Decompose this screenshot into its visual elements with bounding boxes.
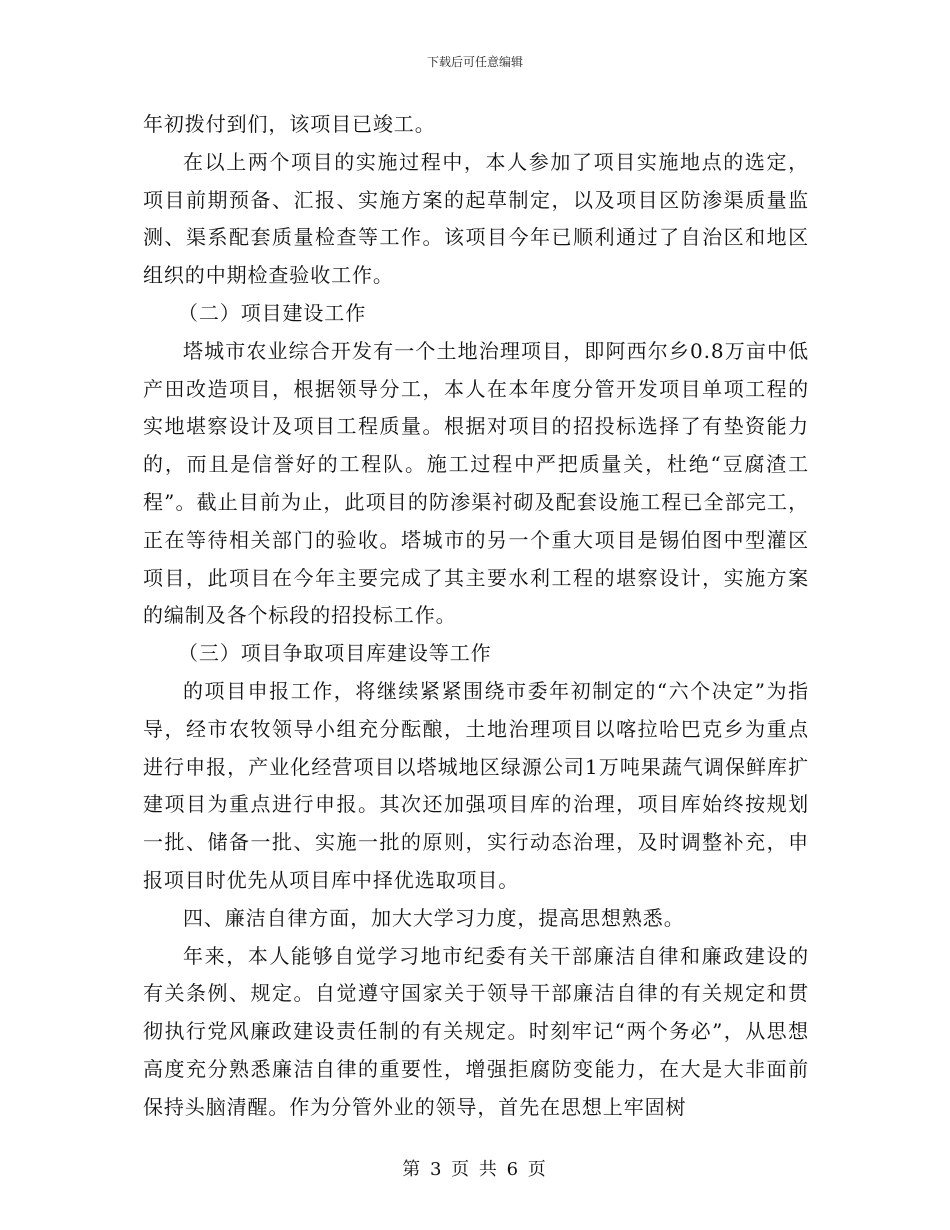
paragraph-5: 年来，本人能够自觉学习地市纪委有关干部廉洁自律和廉政建设的有关条例、规定。自觉遵守国家关于领导干部廉洁自律的有关规定和贯彻执行党风廉政建设责任制的有关规定。时刻牢记“两个务必”，从思想高度充分熟悉廉洁自律的重要性，增强拒腐防变能力，在大是大非面前保持头脑清醒。作为分管外业的领导，首先在思想上牢固树 (143, 943, 809, 1119)
paragraph-4: 的项目申报工作，将继续紧紧围绕市委年初制定的“六个决定”为指导，经市农牧领导小组充分酝酿，土地治理项目以喀拉哈巴克乡为重点进行申报，产业化经营项目以塔城地区绿源公司1万吨果蔬气调保鲜库扩建项目为重点进行申报。其次还加强项目库的治理，项目库始终按规划一批、储备一批、实施一批的原则，实行动态治理，及时调整补充，申报项目时优先从项目库中择优选取项目。 (143, 678, 809, 892)
paragraph-3: 塔城市农业综合开发有一个土地治理项目，即阿西尔乡0.8万亩中低产田改造项目，根据领导分工，本人在本年度分管开发项目单项工程的实地堪察设计及项目工程质量。根据对项目的招投标选择了有垫资能力的，而且是信誉好的工程队。施工过程中严把质量关，杜绝“豆腐渣工程”。截止目前为止，此项目的防渗渠衬砌及配套设施工程已全部完工，正在等待相关部门的验收。塔城市的另一个重大项目是锡伯图中型灌区项目，此项目在今年主要完成了其主要水利工程的堪察设计，实施方案的编制及各个标段的招投标工作。 (143, 338, 809, 628)
section-heading-3: （三）项目争取项目库建设等工作 (178, 641, 492, 666)
section-heading-2: （二）项目建设工作 (178, 300, 367, 325)
document-body (143, 106, 809, 1127)
page-footer: 第 3 页 共 6 页 (402, 1159, 548, 1180)
page-header: 下载后可任意编辑 (426, 55, 523, 69)
section-heading-4: 四、廉洁自律方面，加大大学习力度，提高思想熟悉。 (183, 905, 685, 930)
paragraph-2: 在以上两个项目的实施过程中，本人参加了项目实施地点的选定，项目前期预备、汇报、实施方案的起草制定，以及项目区防渗渠质量监测、渠系配套质量检查等工作。该项目今年已顺利通过了自治区和地区组织的中期检查验收工作。 (143, 149, 809, 288)
paragraph-1: 年初拨付到们，该项目已竣工。 (143, 112, 436, 136)
